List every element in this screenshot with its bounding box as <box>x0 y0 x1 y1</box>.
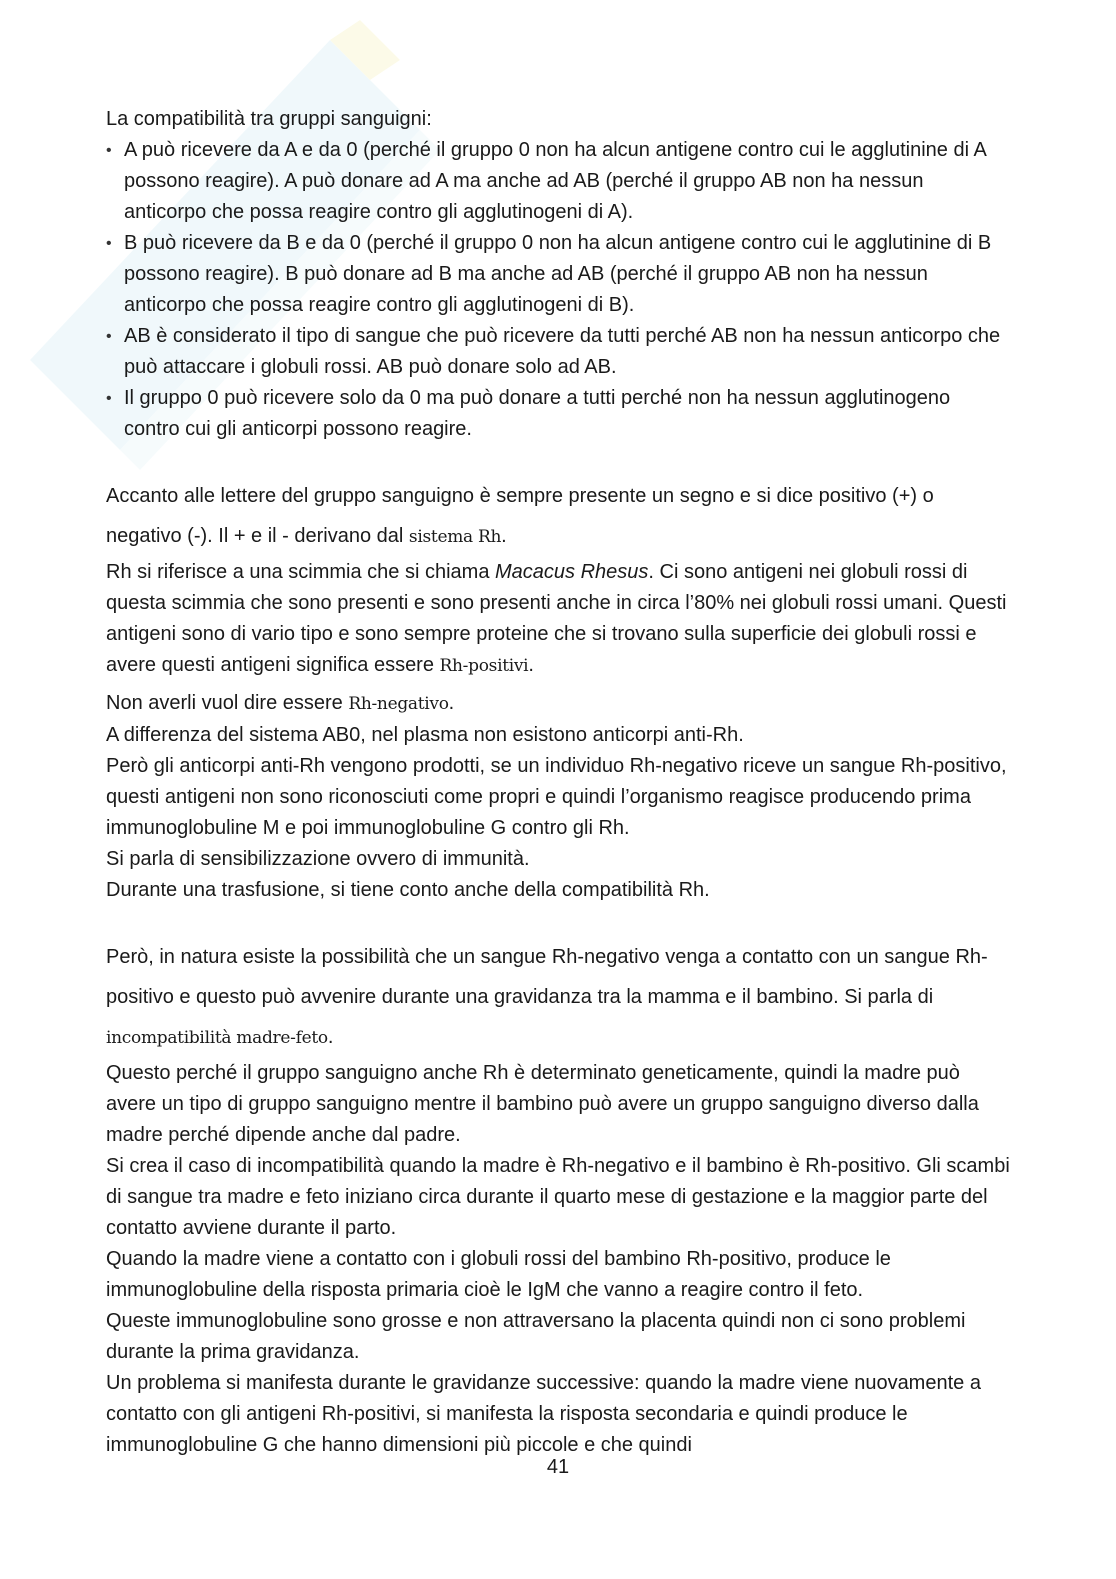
rh-paragraph-5: Però gli anticorpi anti-Rh vengono prodotti, se un individuo Rh-negativo riceve un sangue Rh-positivo, questi antigeni non sono riconosciuti come propri e quindi l’organismo reagisce producendo prima immunoglobuline M e poi immunoglobuline G contro gli Rh. <box>106 755 1007 839</box>
text-run: Non averli vuol dire essere <box>106 692 349 714</box>
page-number: 41 <box>546 1456 570 1478</box>
highlight-term: Rh-positivi <box>439 656 529 676</box>
rh-paragraph-2 <box>106 557 1011 682</box>
mother-fetus-paragraph-3: Si crea il caso di incompatibilità quando la madre è Rh-negativo e il bambino è Rh-positivo. Gli scambi di sangue tra madre e feto iniziano circa durante il quarto mese di gestazione e la maggior parte del contatto avviene durante il parto. <box>106 1155 1010 1239</box>
highlight-term: sistema Rh <box>408 527 502 547</box>
highlight-term: incompatibilità madre-feto <box>106 1028 328 1048</box>
rh-paragraph-7: Durante una trasfusione, si tiene conto anche della compatibilità Rh. <box>106 879 710 901</box>
italic-term: Macacus Rhesus <box>495 561 649 583</box>
text-run: . <box>327 1026 334 1048</box>
highlight-term: Rh-negativo <box>348 694 449 714</box>
text-run: . Ci sono antigeni nei globuli rossi di questa scimmia che sono presenti e sono presenti anche in circa l’80% nei globuli rossi umani. Questi antigeni sono di vario tipo e sono sempre proteine che si trovano sulla superficie dei globuli rossi e avere questi antigeni significa essere <box>106 561 1007 676</box>
paragraph-gap <box>106 445 1011 476</box>
compatibility-heading: La compatibilità tra gruppi sanguigni: <box>106 108 432 130</box>
paragraph-gap <box>106 906 1011 937</box>
list-item: • Il gruppo 0 può ricevere solo da 0 ma può donare a tutti perché non ha nessun agglutinogeno contro cui gli anticorpi possono reagire. <box>106 383 1011 445</box>
mother-fetus-paragraph-2: Questo perché il gruppo sanguigno anche Rh è determinato geneticamente, quindi la madre può avere un tipo di gruppo sanguigno mentre il bambino può avere un gruppo sanguigno diverso dalla madre perché dipende anche dal padre. <box>106 1062 979 1146</box>
list-item: • AB è considerato il tipo di sangue che può ricevere da tutti perché AB non ha nessun anticorpo che può attaccare i globuli rossi. AB può donare solo ad AB. <box>106 321 1011 383</box>
text-run: . <box>528 654 534 676</box>
text-run: Accanto alle lettere del gruppo sanguigno è sempre presente un segno e si dice positivo (+) o negativo (-). Il + e il - derivano dal <box>106 485 934 547</box>
mother-fetus-paragraph-5: Queste immunoglobuline sono grosse e non attraversano la placenta quindi non ci sono problemi durante la prima gravidanza. <box>106 1310 966 1363</box>
text-run: . <box>448 692 455 714</box>
mother-fetus-paragraph-6: Un problema si manifesta durante le gravidanze successive: quando la madre viene nuovamente a contatto con gli antigeni Rh-positivi, si manifesta la risposta secondaria e quindi produce le immunoglobuline G che hanno dimensioni più piccole e che quindi <box>106 1372 981 1456</box>
list-item: • B può ricevere da B e da 0 (perché il gruppo 0 non ha alcun antigene contro cui le agglutinine di B possono reagire). B può donare ad B ma anche ad AB (perché il gruppo AB non ha nessun anticorpo che possa reagire contro gli agglutinogeni di B). <box>106 228 1011 321</box>
list-item: • A può ricevere da A e da 0 (perché il gruppo 0 non ha alcun antigene contro cui le agglutinine di A possono reagire). A può donare ad A ma anche ad AB (perché il gruppo AB non ha nessun anticorpo che possa reagire contro gli agglutinogeni di A). <box>106 135 1011 228</box>
mother-fetus-paragraph-4: Quando la madre viene a contatto con i globuli rossi del bambino Rh-positivo, produce le immunoglobuline della risposta primaria cioè le IgM che vanno a reagire contro il feto. <box>106 1248 891 1301</box>
text-run: Rh si riferisce a una scimmia che si chiama <box>106 561 496 583</box>
text-run: Però, in natura esiste la possibilità che un sangue Rh-negativo venga a contatto con un sangue Rh-positivo e questo può avvenire durante una gravidanza tra la mamma e il bambino. Si parla di <box>106 946 988 1008</box>
rh-paragraph-4: A differenza del sistema AB0, nel plasma non esistono anticorpi anti-Rh. <box>106 724 744 746</box>
rh-paragraph-3 <box>106 688 1011 720</box>
rh-paragraph-1 <box>106 476 1011 557</box>
document-body <box>106 104 1011 1461</box>
text-run: . <box>501 525 507 547</box>
compatibility-list <box>106 135 1011 445</box>
mother-fetus-paragraph-1 <box>106 937 1011 1058</box>
rh-paragraph-6: Si parla di sensibilizzazione ovvero di immunità. <box>106 848 530 870</box>
